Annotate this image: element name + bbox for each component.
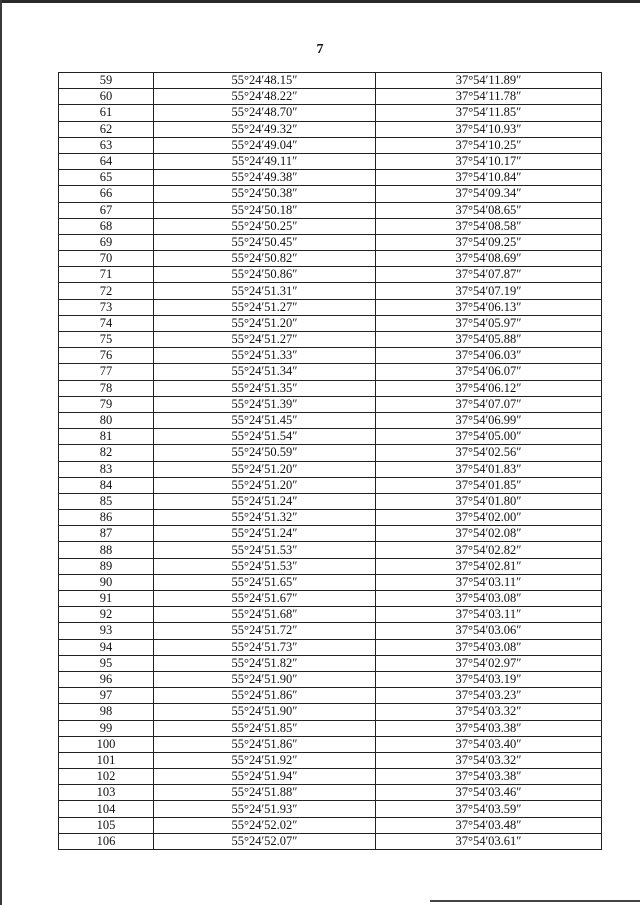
point-number-cell: 98 [59,704,154,720]
longitude-cell: 37°54′03.06″ [376,623,602,639]
latitude-cell: 55°24′50.18″ [154,202,376,218]
latitude-cell: 55°24′51.90″ [154,671,376,687]
latitude-cell: 55°24′51.73″ [154,639,376,655]
latitude-cell: 55°24′51.20″ [154,477,376,493]
longitude-cell: 37°54′03.08″ [376,591,602,607]
table-row [59,542,602,558]
table-row [59,493,602,509]
point-number-cell: 106 [59,833,154,849]
longitude-cell: 37°54′03.38″ [376,720,602,736]
table-row [59,332,602,348]
coordinates-table-body [59,73,602,850]
table-row [59,671,602,687]
longitude-cell: 37°54′02.97″ [376,655,602,671]
table-row [59,348,602,364]
point-number-cell: 81 [59,429,154,445]
latitude-cell: 55°24′51.86″ [154,688,376,704]
longitude-cell: 37°54′10.25″ [376,137,602,153]
table-row [59,477,602,493]
longitude-cell: 37°54′10.93″ [376,121,602,137]
longitude-cell: 37°54′03.08″ [376,639,602,655]
latitude-cell: 55°24′51.33″ [154,348,376,364]
point-number-cell: 82 [59,445,154,461]
longitude-cell: 37°54′02.82″ [376,542,602,558]
longitude-cell: 37°54′08.58″ [376,218,602,234]
table-row [59,801,602,817]
point-number-cell: 59 [59,73,154,89]
longitude-cell: 37°54′02.08″ [376,526,602,542]
latitude-cell: 55°24′51.27″ [154,332,376,348]
latitude-cell: 55°24′51.53″ [154,542,376,558]
longitude-cell: 37°54′03.59″ [376,801,602,817]
point-number-cell: 62 [59,121,154,137]
latitude-cell: 55°24′52.07″ [154,833,376,849]
point-number-cell: 104 [59,801,154,817]
latitude-cell: 55°24′51.85″ [154,720,376,736]
point-number-cell: 60 [59,89,154,105]
table-row [59,720,602,736]
table-row [59,704,602,720]
longitude-cell: 37°54′07.07″ [376,396,602,412]
table-row [59,105,602,121]
longitude-cell: 37°54′09.34″ [376,186,602,202]
longitude-cell: 37°54′03.38″ [376,769,602,785]
latitude-cell: 55°24′49.38″ [154,170,376,186]
point-number-cell: 64 [59,153,154,169]
point-number-cell: 88 [59,542,154,558]
table-row [59,429,602,445]
latitude-cell: 55°24′51.82″ [154,655,376,671]
coordinates-table [58,72,602,850]
latitude-cell: 55°24′51.24″ [154,526,376,542]
table-row [59,73,602,89]
page-number: 7 [316,42,324,57]
point-number-cell: 68 [59,218,154,234]
longitude-cell: 37°54′01.80″ [376,493,602,509]
latitude-cell: 55°24′49.04″ [154,137,376,153]
longitude-cell: 37°54′03.11″ [376,574,602,590]
table-row [59,461,602,477]
point-number-cell: 74 [59,315,154,331]
latitude-cell: 55°24′51.39″ [154,396,376,412]
scan-border-bottom [430,900,640,902]
longitude-cell: 37°54′08.69″ [376,251,602,267]
longitude-cell: 37°54′03.32″ [376,752,602,768]
longitude-cell: 37°54′06.07″ [376,364,602,380]
table-row [59,267,602,283]
table-row [59,752,602,768]
point-number-cell: 67 [59,202,154,218]
table-row [59,299,602,315]
table-row [59,396,602,412]
point-number-cell: 103 [59,785,154,801]
latitude-cell: 55°24′50.25″ [154,218,376,234]
latitude-cell: 55°24′51.93″ [154,801,376,817]
longitude-cell: 37°54′08.65″ [376,202,602,218]
point-number-cell: 78 [59,380,154,396]
point-number-cell: 85 [59,493,154,509]
table-row [59,170,602,186]
table-row [59,655,602,671]
latitude-cell: 55°24′49.32″ [154,121,376,137]
point-number-cell: 91 [59,591,154,607]
latitude-cell: 55°24′51.35″ [154,380,376,396]
longitude-cell: 37°54′11.89″ [376,73,602,89]
point-number-cell: 105 [59,817,154,833]
point-number-cell: 83 [59,461,154,477]
table-row [59,153,602,169]
point-number-cell: 95 [59,655,154,671]
latitude-cell: 55°24′51.94″ [154,769,376,785]
table-row [59,412,602,428]
table-row [59,591,602,607]
table-row [59,558,602,574]
point-number-cell: 93 [59,623,154,639]
point-number-cell: 99 [59,720,154,736]
table-row [59,623,602,639]
point-number-cell: 79 [59,396,154,412]
table-row [59,607,602,623]
table-row [59,234,602,250]
table-row [59,380,602,396]
point-number-cell: 61 [59,105,154,121]
longitude-cell: 37°54′05.00″ [376,429,602,445]
point-number-cell: 87 [59,526,154,542]
scan-border-left [0,0,2,905]
latitude-cell: 55°24′51.92″ [154,752,376,768]
point-number-cell: 76 [59,348,154,364]
table-row [59,202,602,218]
table-row [59,785,602,801]
table-row [59,137,602,153]
longitude-cell: 37°54′01.83″ [376,461,602,477]
latitude-cell: 55°24′48.22″ [154,89,376,105]
scan-border-top [0,0,640,3]
latitude-cell: 55°24′51.54″ [154,429,376,445]
latitude-cell: 55°24′48.15″ [154,73,376,89]
longitude-cell: 37°54′06.12″ [376,380,602,396]
latitude-cell: 55°24′51.67″ [154,591,376,607]
latitude-cell: 55°24′50.86″ [154,267,376,283]
latitude-cell: 55°24′51.53″ [154,558,376,574]
point-number-cell: 90 [59,574,154,590]
latitude-cell: 55°24′51.24″ [154,493,376,509]
table-row [59,769,602,785]
point-number-cell: 77 [59,364,154,380]
longitude-cell: 37°54′01.85″ [376,477,602,493]
latitude-cell: 55°24′51.65″ [154,574,376,590]
latitude-cell: 55°24′50.38″ [154,186,376,202]
table-row [59,218,602,234]
table-row [59,251,602,267]
point-number-cell: 75 [59,332,154,348]
longitude-cell: 37°54′10.17″ [376,153,602,169]
longitude-cell: 37°54′09.25″ [376,234,602,250]
latitude-cell: 55°24′50.45″ [154,234,376,250]
table-row [59,736,602,752]
table-row [59,89,602,105]
longitude-cell: 37°54′11.78″ [376,89,602,105]
longitude-cell: 37°54′06.13″ [376,299,602,315]
longitude-cell: 37°54′03.11″ [376,607,602,623]
longitude-cell: 37°54′02.00″ [376,510,602,526]
latitude-cell: 55°24′51.32″ [154,510,376,526]
longitude-cell: 37°54′03.23″ [376,688,602,704]
longitude-cell: 37°54′06.99″ [376,412,602,428]
latitude-cell: 55°24′51.86″ [154,736,376,752]
latitude-cell: 55°24′51.45″ [154,412,376,428]
latitude-cell: 55°24′49.11″ [154,153,376,169]
longitude-cell: 37°54′05.88″ [376,332,602,348]
latitude-cell: 55°24′51.72″ [154,623,376,639]
table-row [59,283,602,299]
longitude-cell: 37°54′03.61″ [376,833,602,849]
latitude-cell: 55°24′51.20″ [154,315,376,331]
point-number-cell: 84 [59,477,154,493]
point-number-cell: 94 [59,639,154,655]
point-number-cell: 89 [59,558,154,574]
table-row [59,833,602,849]
point-number-cell: 70 [59,251,154,267]
longitude-cell: 37°54′03.19″ [376,671,602,687]
table-row [59,526,602,542]
point-number-cell: 96 [59,671,154,687]
latitude-cell: 55°24′51.90″ [154,704,376,720]
latitude-cell: 55°24′50.59″ [154,445,376,461]
table-row [59,445,602,461]
latitude-cell: 55°24′51.20″ [154,461,376,477]
point-number-cell: 73 [59,299,154,315]
point-number-cell: 92 [59,607,154,623]
table-row [59,817,602,833]
table-row [59,364,602,380]
table-row [59,315,602,331]
table-row [59,121,602,137]
latitude-cell: 55°24′51.31″ [154,283,376,299]
latitude-cell: 55°24′50.82″ [154,251,376,267]
table-row [59,688,602,704]
latitude-cell: 55°24′51.34″ [154,364,376,380]
longitude-cell: 37°54′02.81″ [376,558,602,574]
point-number-cell: 72 [59,283,154,299]
longitude-cell: 37°54′10.84″ [376,170,602,186]
longitude-cell: 37°54′03.32″ [376,704,602,720]
latitude-cell: 55°24′48.70″ [154,105,376,121]
point-number-cell: 69 [59,234,154,250]
point-number-cell: 80 [59,412,154,428]
table-row [59,574,602,590]
longitude-cell: 37°54′05.97″ [376,315,602,331]
longitude-cell: 37°54′03.40″ [376,736,602,752]
table-row [59,186,602,202]
table-row [59,639,602,655]
longitude-cell: 37°54′06.03″ [376,348,602,364]
latitude-cell: 55°24′52.02″ [154,817,376,833]
longitude-cell: 37°54′11.85″ [376,105,602,121]
point-number-cell: 71 [59,267,154,283]
longitude-cell: 37°54′02.56″ [376,445,602,461]
point-number-cell: 86 [59,510,154,526]
point-number-cell: 66 [59,186,154,202]
longitude-cell: 37°54′07.19″ [376,283,602,299]
point-number-cell: 65 [59,170,154,186]
latitude-cell: 55°24′51.68″ [154,607,376,623]
longitude-cell: 37°54′03.48″ [376,817,602,833]
point-number-cell: 100 [59,736,154,752]
point-number-cell: 97 [59,688,154,704]
point-number-cell: 63 [59,137,154,153]
point-number-cell: 101 [59,752,154,768]
longitude-cell: 37°54′03.46″ [376,785,602,801]
latitude-cell: 55°24′51.88″ [154,785,376,801]
latitude-cell: 55°24′51.27″ [154,299,376,315]
point-number-cell: 102 [59,769,154,785]
longitude-cell: 37°54′07.87″ [376,267,602,283]
table-row [59,510,602,526]
